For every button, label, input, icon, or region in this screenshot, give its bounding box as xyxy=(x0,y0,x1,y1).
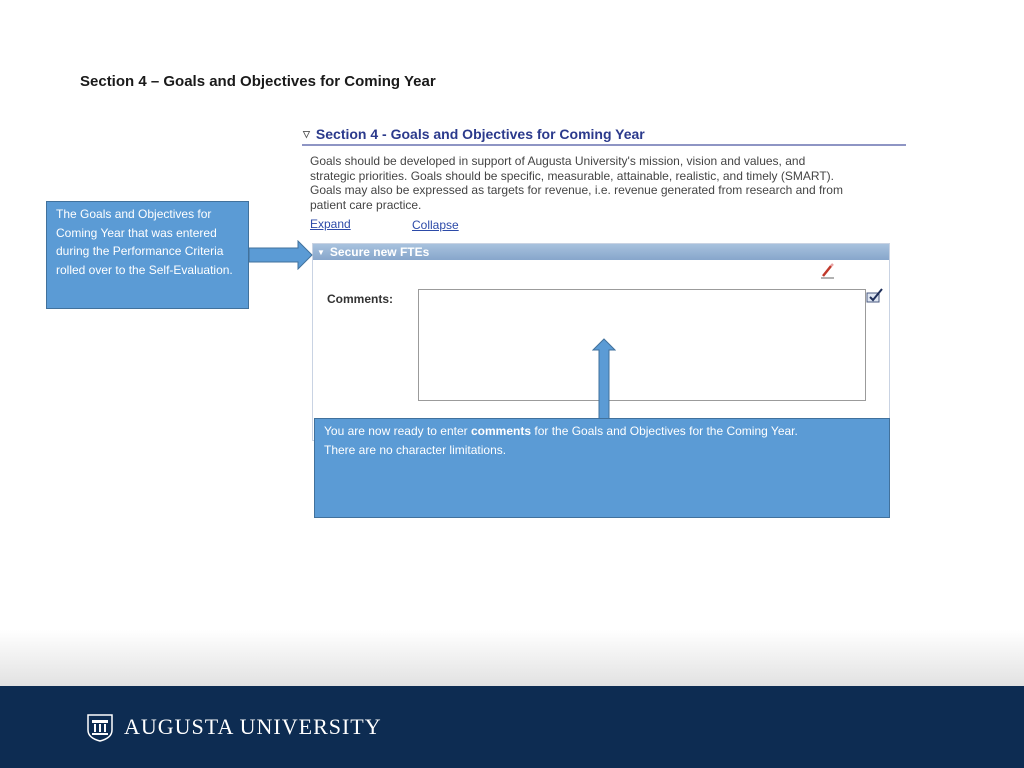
bottom-callout xyxy=(314,418,890,518)
goal-collapse-icon[interactable]: ▼ xyxy=(317,248,325,257)
goal-header[interactable] xyxy=(313,244,889,260)
callout-text-line2: There are no character limitations. xyxy=(324,442,507,457)
up-arrow-icon xyxy=(592,338,616,420)
spellcheck-icon[interactable] xyxy=(866,288,884,304)
goal-title: Secure new FTEs xyxy=(329,245,430,259)
callout-text-prefix: You are now ready to enter xyxy=(324,424,471,438)
section-title: Section 4 - Goals and Objectives for Coming Year xyxy=(315,126,645,142)
edit-pencil-icon[interactable] xyxy=(820,263,836,279)
comments-label: Comments: xyxy=(327,292,394,306)
university-wordmark: AUGUSTA UNIVERSITY xyxy=(124,714,382,739)
left-callout: The Goals and Objectives for Coming Year that was entered during the Performance Criteria rolled over to the Self-Evaluation. xyxy=(46,201,249,309)
footer-fade xyxy=(0,630,1024,686)
callout-text-suffix: for the Goals and Objectives for the Coming Year. xyxy=(531,424,798,438)
callout-text-bold: comments xyxy=(471,424,532,438)
expand-link[interactable]: Expand xyxy=(310,217,351,231)
slide-title: Section 4 – Goals and Objectives for Coming Year xyxy=(80,73,436,90)
comments-textarea[interactable] xyxy=(418,289,866,401)
section-description: Goals should be developed in support of Augusta University's mission, vision and values, and strategic priorities. Goals should be specific, measurable, attainable, realistic, and timely (SMART). Goals may also be expressed as targets for revenue, i.e. revenue generated from research and from patient care practice. xyxy=(310,154,843,212)
collapse-link[interactable]: Collapse xyxy=(412,218,459,232)
right-arrow-icon xyxy=(248,240,314,270)
collapse-triangle-icon[interactable]: ▽ xyxy=(303,129,310,139)
university-seal-icon xyxy=(87,714,113,742)
section-header[interactable] xyxy=(302,126,906,146)
